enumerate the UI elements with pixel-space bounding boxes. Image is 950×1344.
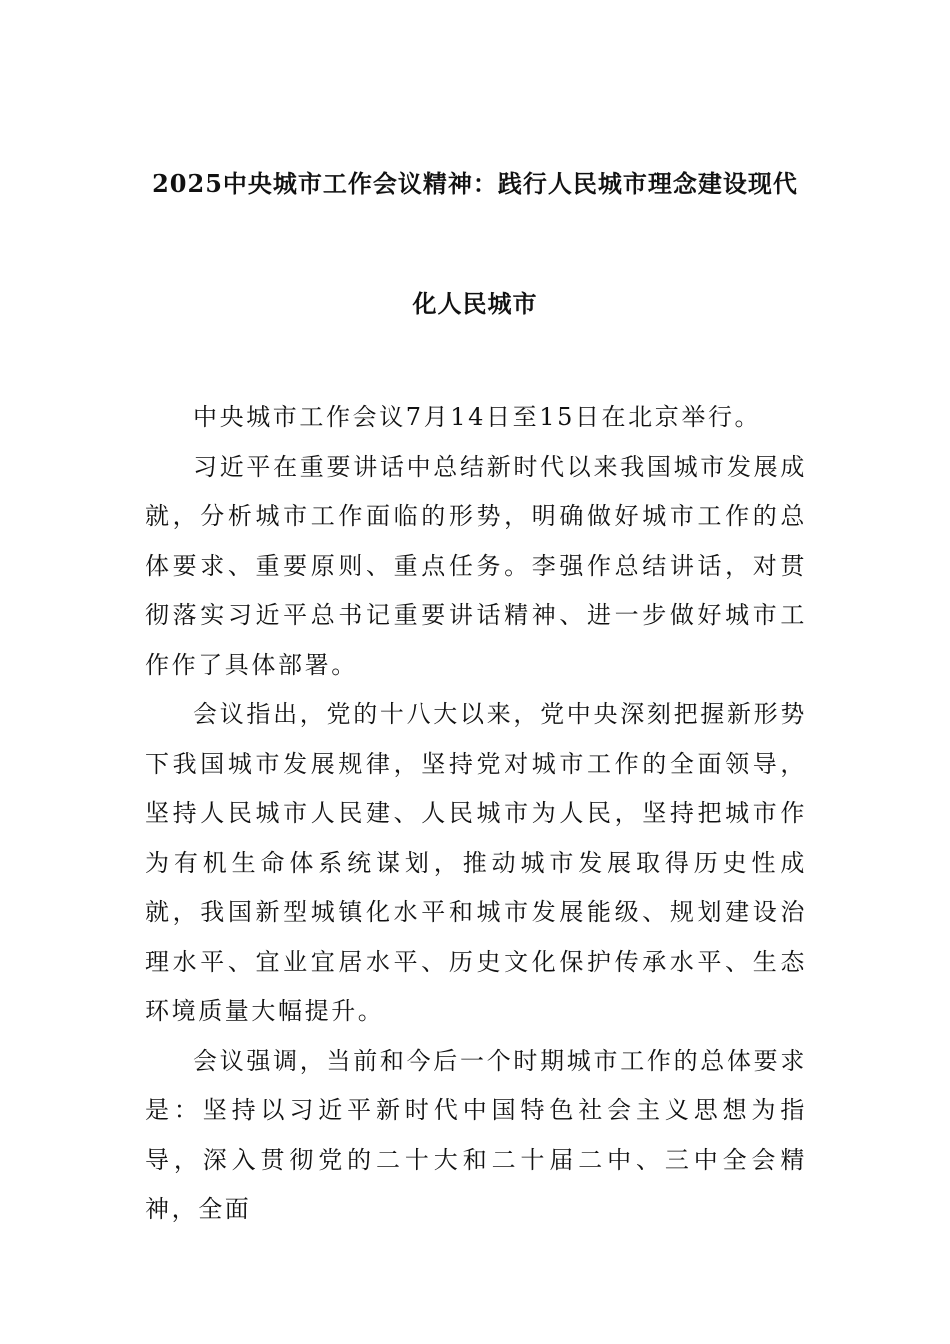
document-body bbox=[145, 393, 807, 1235]
paragraph-meeting-date: 中央城市工作会议7月14日至15日在北京举行。 bbox=[193, 403, 762, 431]
document-title-line-1: 2025中央城市工作会议精神：践行人民城市理念建设现代 bbox=[152, 169, 798, 198]
paragraph-speech-summary: 习近平在重要讲话中总结新时代以来我国城市发展成就，分析城市工作面临的形势，明确做好城市工作的总体要求、重要原则、重点任务。李强作总结讲话，对贯彻落实习近平总书记重要讲话精神、进一步做好城市工作作了具体部署。 bbox=[145, 452, 807, 679]
paragraph-overall-requirements: 会议强调，当前和今后一个时期城市工作的总体要求是：坚持以习近平新时代中国特色社会主义思想为指导，深入贯彻党的二十大和二十届二中、三中全会精神，全面 bbox=[145, 1046, 807, 1223]
document-title-line-2: 化人民城市 bbox=[412, 289, 538, 318]
paragraph-achievements: 会议指出，党的十八大以来，党中央深刻把握新形势下我国城市发展规律，坚持党对城市工作的全面领导，坚持人民城市人民建、人民城市为人民，坚持把城市作为有机生命体系统谋划，推动城市发展取得历史性成就，我国新型城镇化水平和城市发展能级、规划建设治理水平、宜业宜居水平、历史文化保护传承水平、生态环境质量大幅提升。 bbox=[145, 700, 807, 1025]
